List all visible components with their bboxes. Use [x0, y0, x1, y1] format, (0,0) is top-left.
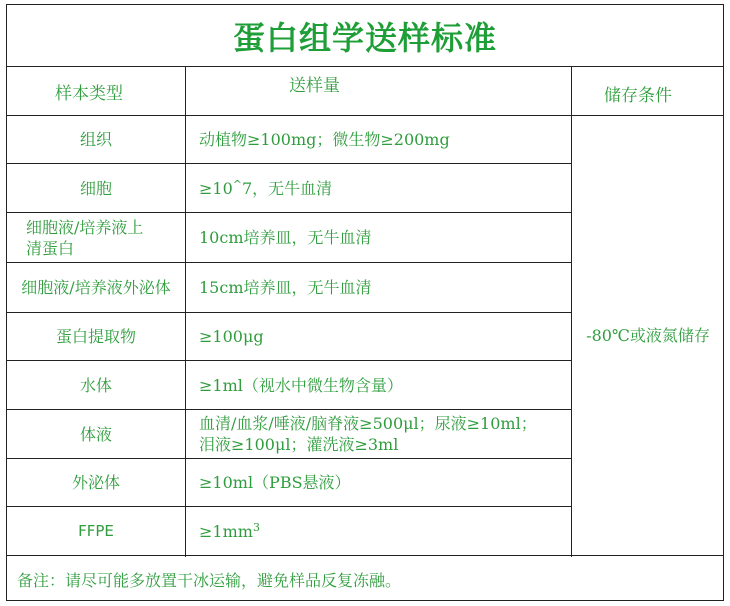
amount-text: ≥10	[199, 178, 233, 198]
table-row-type: 水体	[79, 375, 112, 395]
amount-line: 泪液≥100μl；灌洗液≥3ml	[199, 435, 399, 454]
table-row-type: 蛋白提取物	[55, 327, 136, 346]
table-row-type: 组织	[79, 130, 112, 149]
page-title: 蛋白组学送样标准	[7, 5, 723, 67]
caret-mark: ^	[232, 177, 242, 191]
amount-line: 血清/血浆/唾液/脑脊液≥500μl；尿液≥10ml；	[199, 414, 537, 433]
table-row-type: 细胞液/培养液外泌体	[21, 278, 171, 297]
table-row-type: 外泌体	[71, 473, 120, 492]
header-storage: 储存条件	[604, 86, 672, 106]
type-line: 清蛋白	[26, 238, 75, 258]
footer-divider	[7, 555, 723, 556]
footer-note: 备注：请尽可能多放置干冰运输，避免样品反复冻融。	[17, 570, 402, 590]
table-row-type: 细胞	[79, 178, 112, 198]
table-row-amount: ≥1ml（视水中微生物含量）	[199, 375, 403, 395]
amount-text: 7，无牛血清	[241, 178, 333, 198]
table-frame	[6, 4, 724, 601]
superscript: 3	[252, 520, 260, 534]
table-row-amount: 15cm培养皿，无牛血清	[199, 278, 372, 297]
header-sample-type: 样本类型	[55, 84, 123, 104]
table-row-type	[7, 213, 185, 262]
table-row-amount: ≥10ml（PBS悬液）	[199, 473, 351, 492]
storage-condition: -80℃或液氮储存	[586, 326, 710, 345]
table-row-amount: ≥100μg	[199, 327, 264, 346]
table-row-type: FFPE	[78, 521, 114, 540]
table-row-amount	[187, 507, 571, 555]
table-row-type: 体液	[79, 424, 112, 444]
table-row-amount: 动植物≥100mg；微生物≥200mg	[199, 130, 450, 149]
table-row-amount: 10cm培养皿，无牛血清	[199, 228, 372, 247]
table-row-amount	[187, 410, 571, 458]
amount-text: ≥1mm	[199, 521, 253, 541]
table-row-amount	[187, 164, 571, 212]
type-line: 细胞液/培养液上	[26, 217, 144, 237]
header-amount: 送样量	[289, 76, 340, 96]
